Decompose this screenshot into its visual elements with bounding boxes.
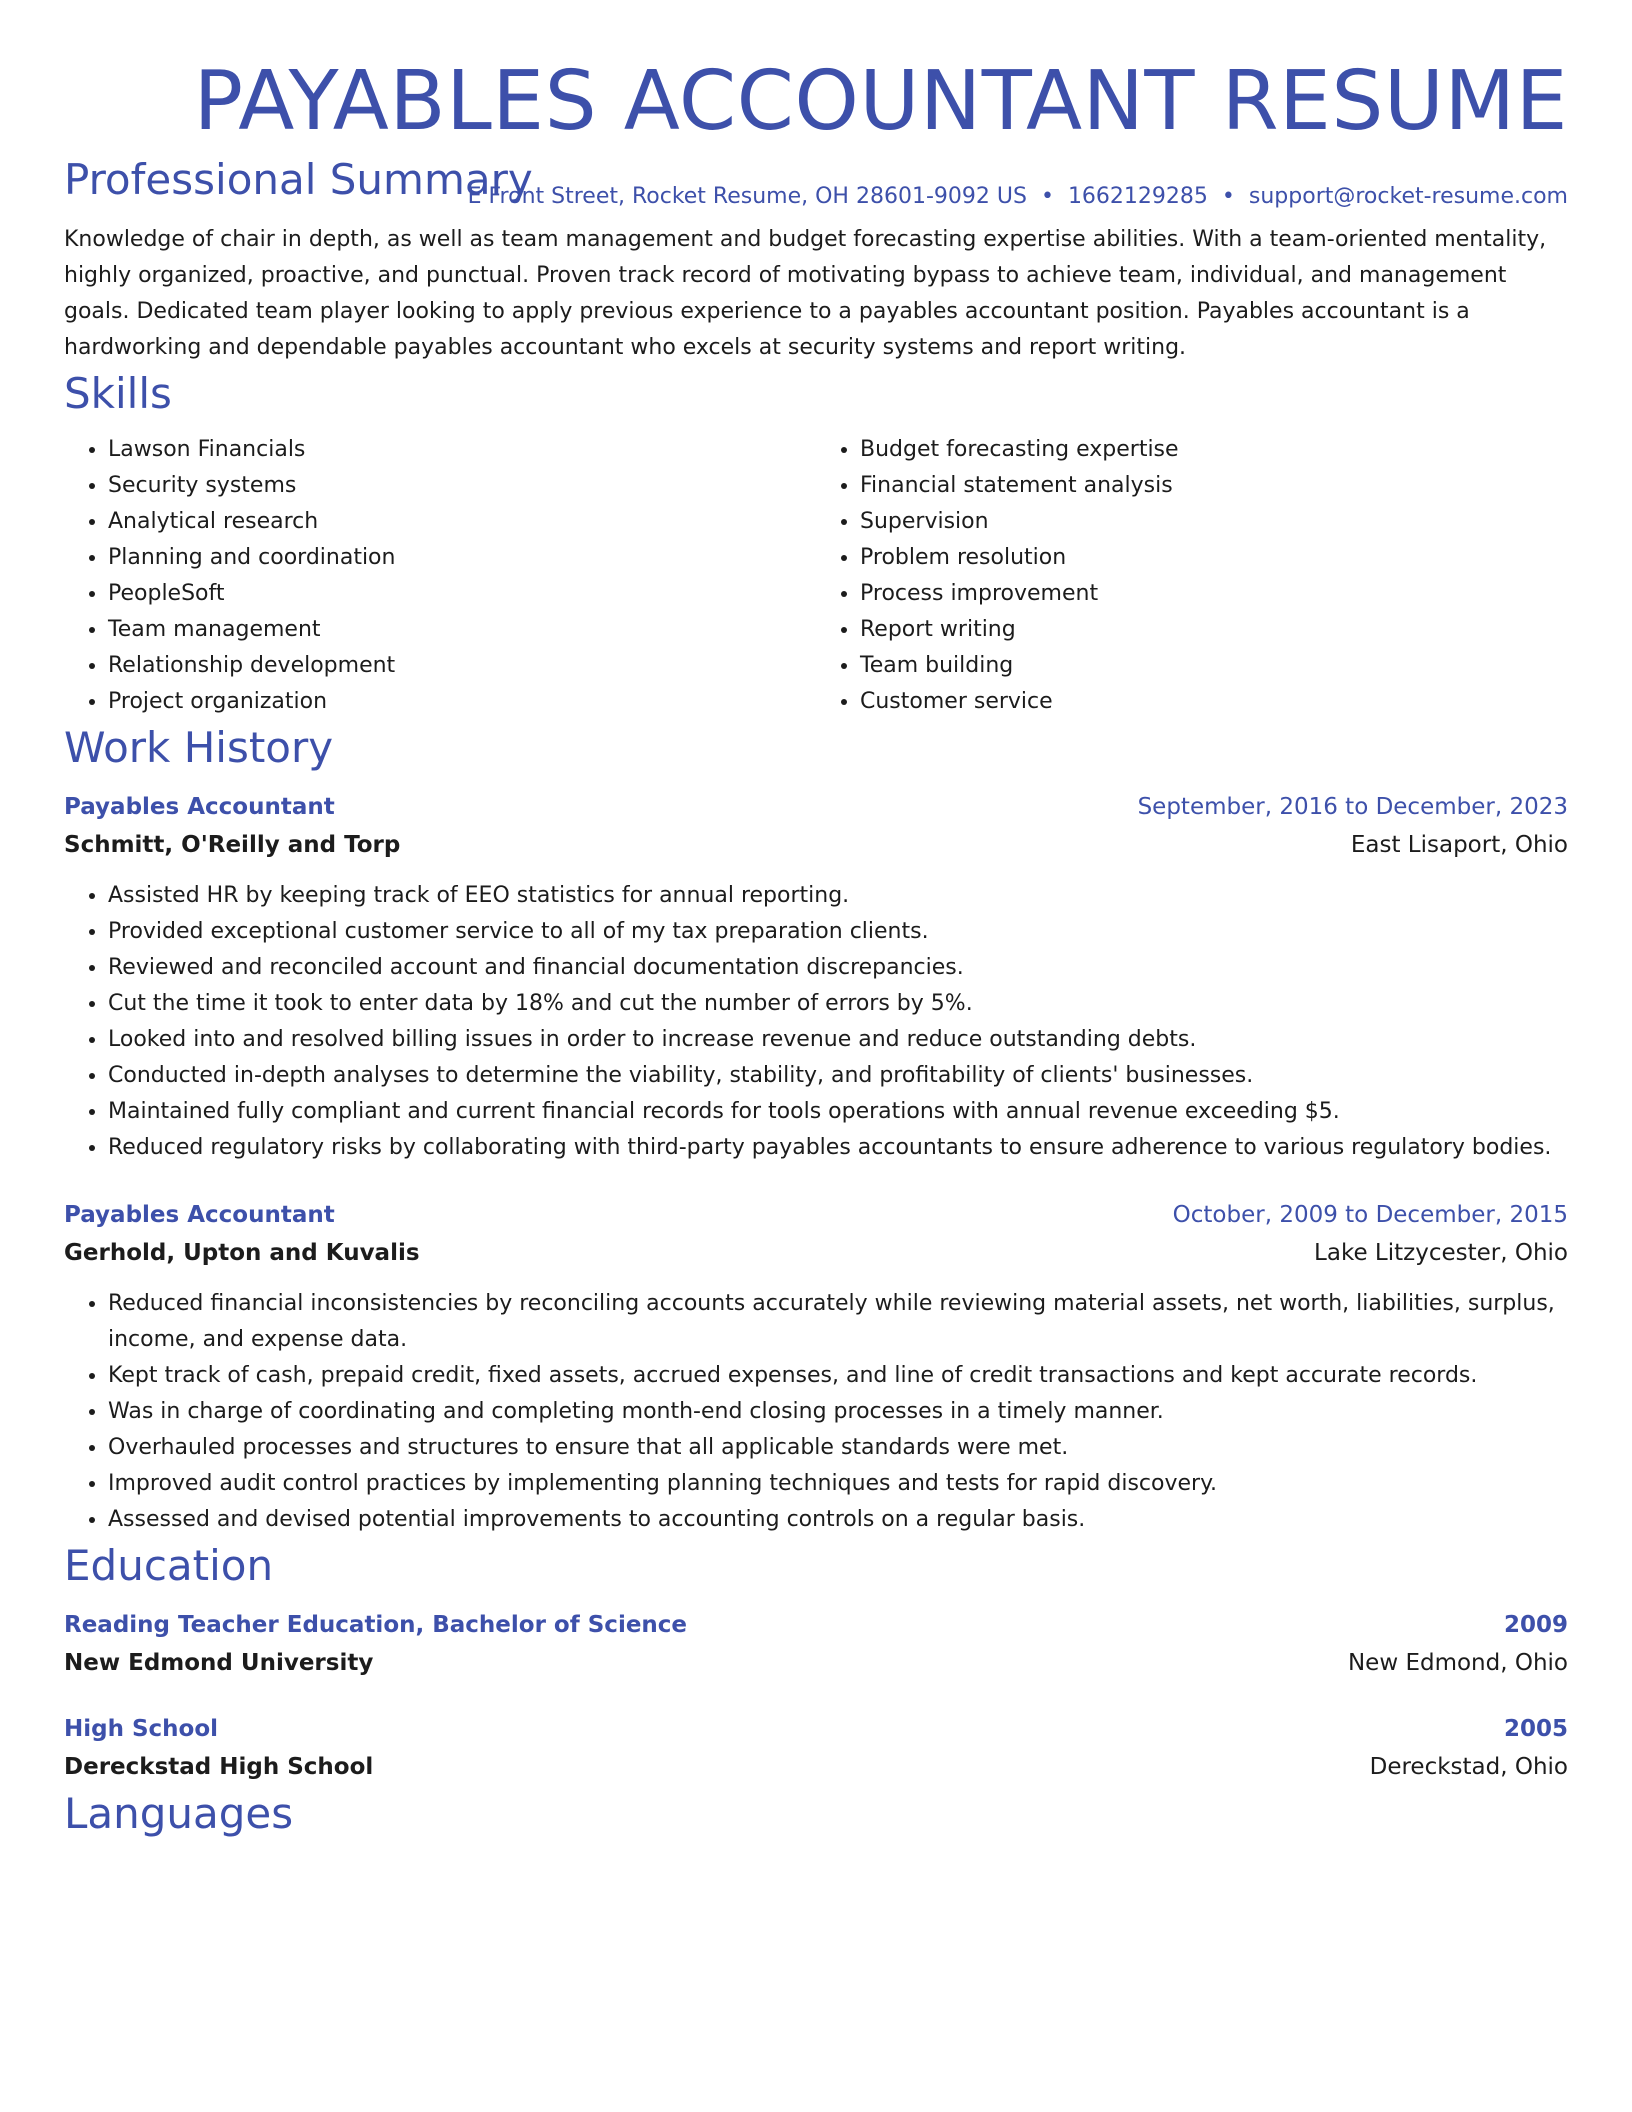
summary-text: Knowledge of chair in depth, as well as team management and budget forecasting expertise abilities. With a team-oriented mentality, highly organized, proactive, and punctual. Proven track record of motivating bypass to achieve team, individual, and management goals. Dedicated team player looking to apply previous experience to a payables accountant position. Payables accountant is a hardworking and dependable payables accountant who excels at security systems and report writing. [64, 227, 1547, 360]
job-bullet: • Reduced financial inconsistencies by reconciling accounts accurately while reviewing material assets, net worth, liabilities, surplus, income, and expense data. [108, 1286, 1568, 1358]
skills-list-right [816, 432, 1568, 720]
summary-heading: Professional Summary [64, 155, 533, 204]
job-bullet: • Reduced regulatory risks by collaborating with third-party payables accountants to ensure adherence to various regulatory bodies. [108, 1130, 1568, 1166]
skill-item: • Financial statement analysis [860, 468, 1568, 504]
education-entry [64, 1710, 1568, 1786]
skill-item: • Report writing [860, 612, 1568, 648]
job-bullet: • Looked into and resolved billing issues in order to increase revenue and reduce outstanding debts. [108, 1022, 1568, 1058]
skill-item: • Supervision [860, 504, 1568, 540]
job-bullet: • Was in charge of coordinating and completing month-end closing processes in a timely manner. [108, 1394, 1568, 1430]
job-dates: September, 2016 to December, 2023 [1137, 794, 1568, 820]
education-school: Dereckstad High School [64, 1754, 374, 1780]
education-degree: Reading Teacher Education, Bachelor of Science [64, 1612, 688, 1638]
education-degree: High School [64, 1716, 219, 1742]
contact-separator: • [1040, 184, 1054, 209]
job-bullet: • Cut the time it took to enter data by 18% and cut the number of errors by 5%. [108, 986, 1568, 1022]
job-bullets [64, 878, 1568, 1166]
contact-email[interactable]: support@rocket-resume.com [1248, 184, 1568, 209]
education-school: New Edmond University [64, 1650, 374, 1676]
education-heading: Education [64, 1541, 274, 1590]
education-year: 2009 [1503, 1612, 1568, 1638]
job-entry [64, 788, 1568, 1166]
job-bullet: • Assessed and devised potential improvements to accounting controls on a regular basis. [108, 1502, 1568, 1538]
skills-grid [64, 432, 1568, 720]
job-location: East Lisaport, Ohio [1350, 832, 1568, 858]
education-location: New Edmond, Ohio [1347, 1650, 1568, 1676]
job-bullet: • Provided exceptional customer service to all of my tax preparation clients. [108, 914, 1568, 950]
education-year: 2005 [1503, 1716, 1568, 1742]
skill-item: • Planning and coordination [108, 540, 816, 576]
job-bullet: • Conducted in-depth analyses to determine the viability, stability, and profitability of clients' businesses. [108, 1058, 1568, 1094]
skills-heading: Skills [64, 369, 172, 418]
skill-item: • Project organization [108, 684, 816, 720]
skill-item: • Team building [860, 648, 1568, 684]
job-role: Payables Accountant [64, 794, 335, 820]
job-bullet: • Overhauled processes and structures to ensure that all applicable standards were met. [108, 1430, 1568, 1466]
job-company: Schmitt, O'Reilly and Torp [64, 832, 401, 858]
job-bullet: • Improved audit control practices by implementing planning techniques and tests for rapid discovery. [108, 1466, 1568, 1502]
job-company: Gerhold, Upton and Kuvalis [64, 1240, 420, 1266]
skills-list-left [64, 432, 816, 720]
job-bullet: • Maintained fully compliant and current financial records for tools operations with annual revenue exceeding $5. [108, 1094, 1568, 1130]
skill-item: • Team management [108, 612, 816, 648]
contact-address: E Front Street, Rocket Resume, OH 28601-9092 US [467, 184, 1027, 209]
education-entry [64, 1606, 1568, 1682]
skill-item: • Lawson Financials [108, 432, 816, 468]
skill-item: • PeopleSoft [108, 576, 816, 612]
job-bullets [64, 1286, 1568, 1538]
skill-item: • Problem resolution [860, 540, 1568, 576]
job-dates: October, 2009 to December, 2015 [1172, 1202, 1568, 1228]
languages-heading: Languages [64, 1789, 294, 1838]
job-bullet: • Kept track of cash, prepaid credit, fixed assets, accrued expenses, and line of credit transactions and kept accurate records. [108, 1358, 1568, 1394]
job-role: Payables Accountant [64, 1202, 335, 1228]
work-history-heading: Work History [64, 723, 334, 772]
resume-title: PAYABLES ACCOUNTANT RESUME [193, 54, 1568, 149]
skill-item: • Analytical research [108, 504, 816, 540]
contact-line [468, 182, 1568, 212]
skill-item: • Budget forecasting expertise [860, 432, 1568, 468]
education-location: Dereckstad, Ohio [1369, 1754, 1568, 1780]
contact-phone[interactable]: 1662129285 [1067, 184, 1208, 209]
skill-item: • Process improvement [860, 576, 1568, 612]
job-location: Lake Litzycester, Ohio [1314, 1240, 1568, 1266]
contact-separator: • [1221, 184, 1235, 209]
skill-item: • Relationship development [108, 648, 816, 684]
skill-item: • Security systems [108, 468, 816, 504]
job-bullet: • Reviewed and reconciled account and financial documentation discrepancies. [108, 950, 1568, 986]
skill-item: • Customer service [860, 684, 1568, 720]
job-bullet: • Assisted HR by keeping track of EEO statistics for annual reporting. [108, 878, 1568, 914]
job-entry [64, 1196, 1568, 1538]
